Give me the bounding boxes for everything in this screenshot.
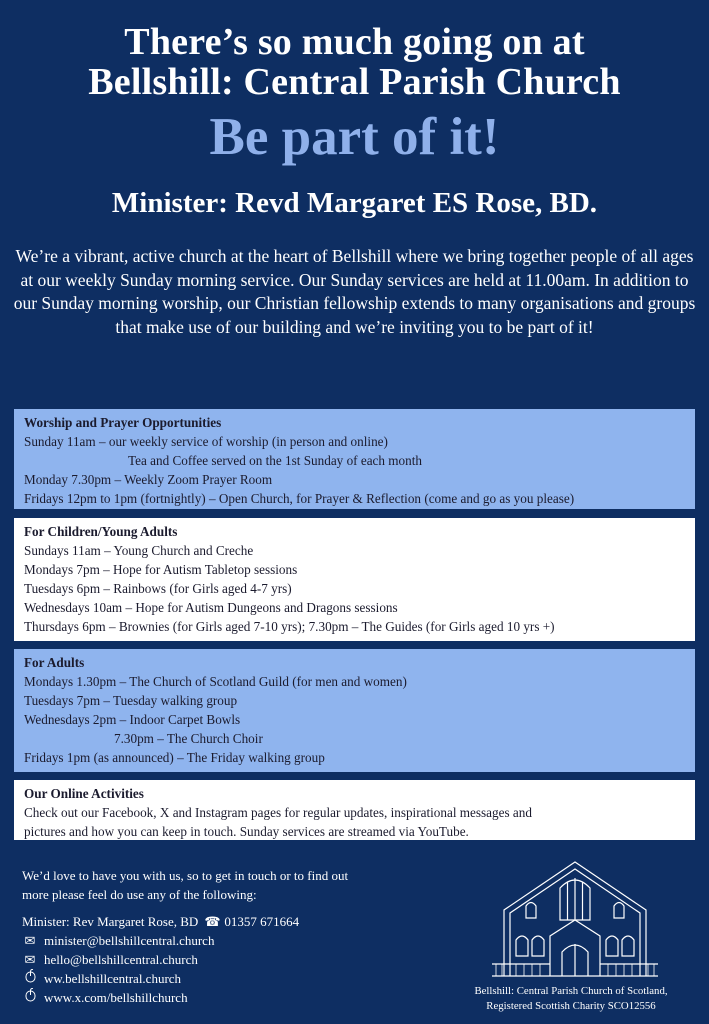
website-link[interactable]: ww.bellshillcentral.church <box>44 971 182 986</box>
minister-heading: Minister: Revd Margaret ES Rose, BD. <box>111 187 598 219</box>
schedule-line: Sunday 11am – our weekly service of worship (in person and online) <box>24 434 388 449</box>
minister-contact-row <box>22 912 442 931</box>
x-row <box>22 988 442 1007</box>
email-row <box>22 931 442 950</box>
church-illustration <box>490 858 660 980</box>
contact-intro-line: We’d love to have you with us, so to get in touch or to find out <box>22 868 349 883</box>
adults-section <box>14 649 695 772</box>
email-link[interactable]: minister@bellshillcentral.church <box>44 933 215 948</box>
schedule-line: Thursdays 6pm – Brownies (for Girls aged 7-10 yrs); 7.30pm – The Guides (for Girls aged 10 yrs +) <box>24 619 555 634</box>
phone-number[interactable]: 01357 671664 <box>224 914 300 929</box>
schedule-line: Tea and Coffee served on the 1st Sunday of each month <box>128 453 423 468</box>
caption-line: Bellshill: Central Parish Church of Scotland, <box>474 985 668 997</box>
schedule-line: Fridays 12pm to 1pm (fortnightly) – Open Church, for Prayer & Reflection (come and go as you please) <box>24 491 575 506</box>
contact-block <box>22 866 442 1007</box>
schedule-line: Fridays 1pm (as announced) – The Friday walking group <box>24 750 325 765</box>
poster-header <box>0 0 709 219</box>
envelope-icon: ✉ <box>24 952 36 967</box>
intro-paragraph: We’re a vibrant, active church at the heart of Bellshill where we bring together people of all ages at our weekly Sunday morning service. Our Sunday services are held at 11.00am. In addition to our Sunday morning worship, our Christian fellowship extends to many organisations and groups that make use of our building and we’re inviting you to be part of it! <box>13 246 696 337</box>
schedule-line: Tuesdays 6pm – Rainbows (for Girls aged 4-7 yrs) <box>24 581 292 596</box>
email-link[interactable]: hello@bellshillcentral.church <box>44 952 198 967</box>
x-link[interactable]: www.x.com/bellshillchurch <box>44 990 188 1005</box>
section-heading: Our Online Activities <box>24 786 144 801</box>
schedule-line: 7.30pm – The Church Choir <box>114 731 263 746</box>
online-text-line: pictures and how you can keep in touch. Sunday services are streamed via YouTube. <box>24 824 469 839</box>
schedule-line: Monday 7.30pm – Weekly Zoom Prayer Room <box>24 472 273 487</box>
schedule-line: Sundays 11am – Young Church and Creche <box>24 543 254 558</box>
schedule-line: Mondays 1.30pm – The Church of Scotland Guild (for men and women) <box>24 674 407 689</box>
poster-title <box>0 22 709 102</box>
section-heading: For Children/Young Adults <box>24 524 178 539</box>
schedule-line: Tuesdays 7pm – Tuesday walking group <box>24 693 238 708</box>
telephone-icon: ☎ <box>204 914 221 929</box>
title-line-2: Bellshill: Central Parish Church <box>88 61 621 103</box>
mouse-icon <box>22 988 38 1007</box>
worship-section <box>14 409 695 509</box>
email-row <box>22 950 442 969</box>
envelope-icon: ✉ <box>24 933 36 948</box>
online-section <box>14 780 695 840</box>
online-text-line: Check out our Facebook, X and Instagram pages for regular updates, inspirational messages and <box>24 805 532 820</box>
caption-line: Registered Scottish Charity SCO12556 <box>486 1000 656 1012</box>
schedule-line: Mondays 7pm – Hope for Autism Tabletop sessions <box>24 562 298 577</box>
website-row <box>22 969 442 988</box>
tagline: Be part of it! <box>209 108 500 166</box>
minister-name: Minister: Rev Margaret Rose, BD <box>22 914 199 929</box>
schedule-line: Wednesdays 2pm – Indoor Carpet Bowls <box>24 712 241 727</box>
contact-intro-line: more please feel do use any of the following: <box>22 887 257 902</box>
title-line-1: There’s so much going on at <box>124 21 585 63</box>
section-heading: Worship and Prayer Opportunities <box>24 415 222 430</box>
mouse-icon <box>22 969 38 988</box>
section-heading: For Adults <box>24 655 85 670</box>
church-caption <box>440 984 702 1014</box>
children-section <box>14 518 695 641</box>
schedule-line: Wednesdays 10am – Hope for Autism Dungeons and Dragons sessions <box>24 600 398 615</box>
